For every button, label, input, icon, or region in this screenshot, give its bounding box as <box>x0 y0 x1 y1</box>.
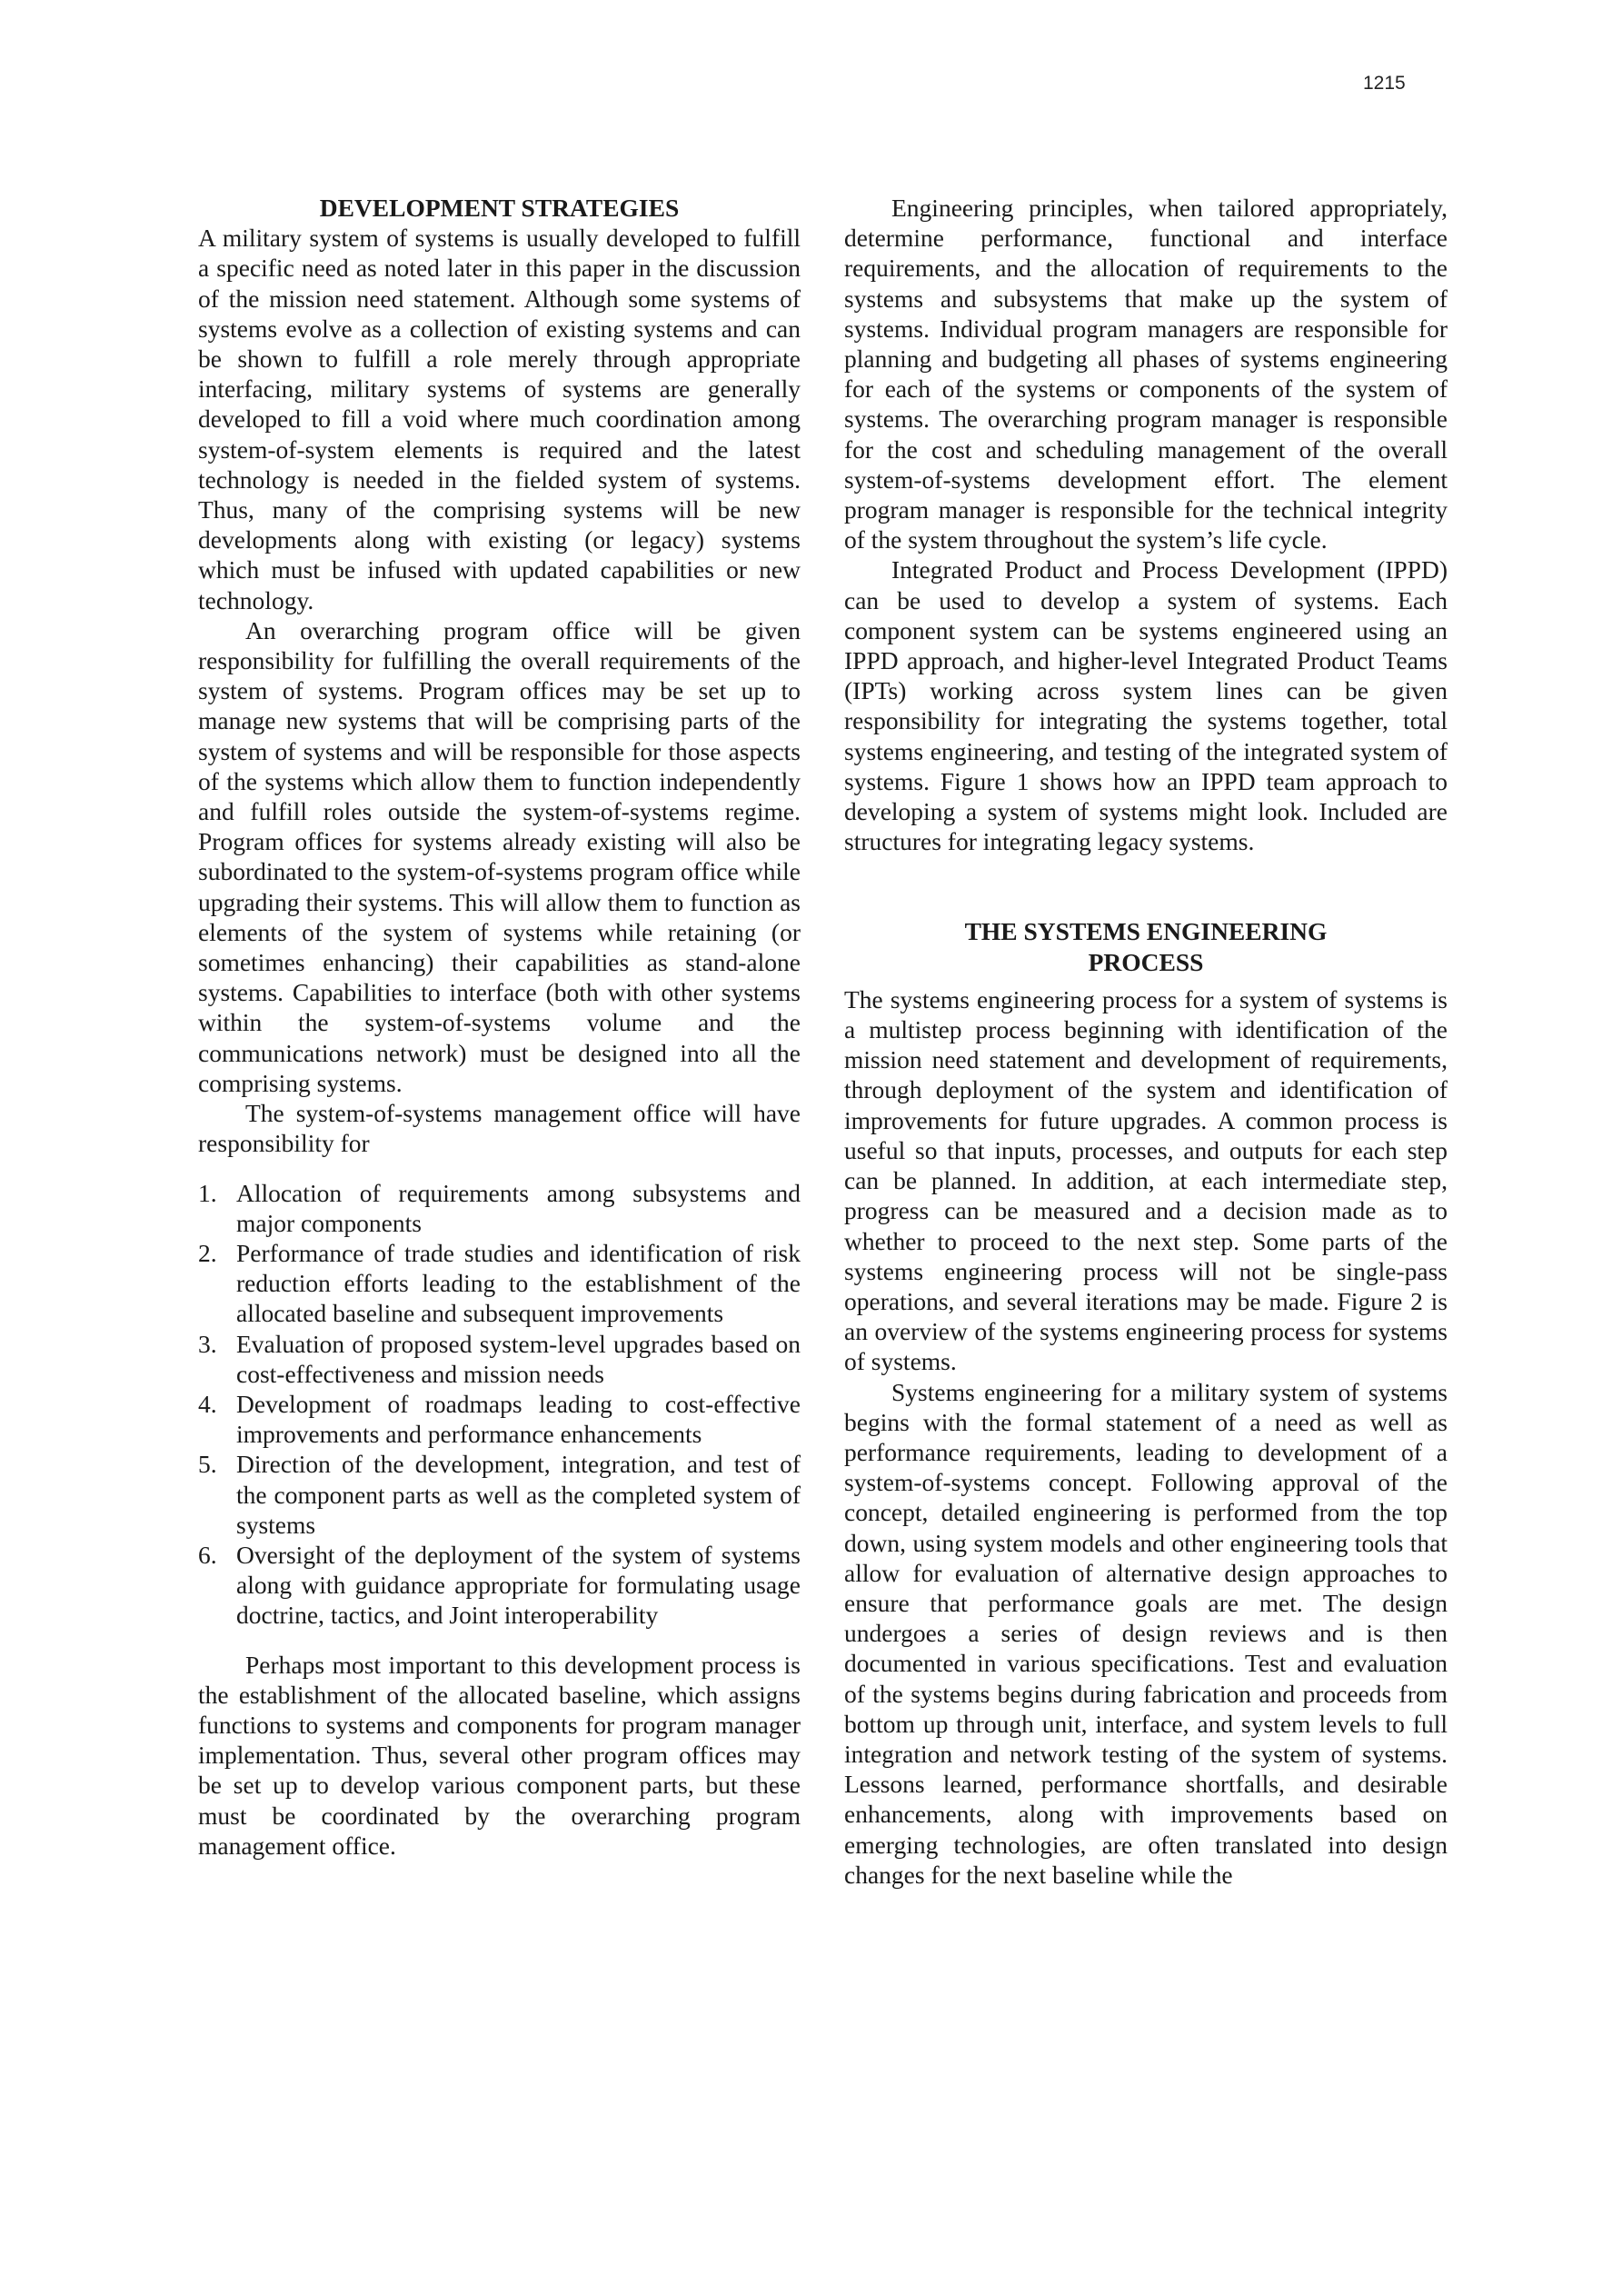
paragraph: Perhaps most important to this development process is the establishment of the allocated baseline, which assigns functions to systems and components for program manager implementation. Thus, several other program offices may be set up to develop various component parts, but these must be coordinated by the overarching program management office. <box>198 1650 801 1860</box>
list-item <box>198 1329 801 1389</box>
list-item <box>198 1540 801 1631</box>
list-number: 3. <box>198 1329 217 1358</box>
list-item-text: Performance of trade studies and identification of risk reduction efforts leading to the establishment of the allocated baseline and subsequent improvements <box>236 1238 801 1328</box>
paragraph: An overarching program office will be given responsibility for fulfilling the overall requirements of the system of systems. Program offices may be set up to manage new systems that will be comprising parts of the system of systems and will be responsible for those aspects of the systems which allow them to function independently and fulfill roles outside the system-of-systems regime. Program offices for systems already existing will also be subordinated to the system-of-systems program office while upgrading their systems. This will allow them to function as elements of the system of systems while retaining (or sometimes enhancing) their capabilities as stand-alone systems. Capabilities to interface (both with other systems within the system-of-systems volume and the communications network) must be designed into all the comprising systems. <box>198 615 801 1097</box>
list-number: 1. <box>198 1178 217 1207</box>
list-number: 4. <box>198 1389 217 1418</box>
list-item-text: Development of roadmaps leading to cost-effective improvements and performance enhancements <box>236 1389 801 1449</box>
paragraph: Engineering principles, when tailored appropriately, determine performance, functional and interface requirements, and the allocation of requirements to the systems and subsystems that make up the system of systems. Individual program managers are responsible for planning and budgeting all phases of systems engineering for each of the systems or components of the system of systems. The overarching program manager is responsible for the cost and scheduling management of the overall system-of-systems development effort. The element program manager is responsible for the technical integrity of the system throughout the system’s life cycle. <box>844 194 1448 554</box>
heading-line: PROCESS <box>1088 947 1204 976</box>
section-heading-systems-engineering-process <box>844 916 1448 976</box>
list-item <box>198 1238 801 1329</box>
heading-line: THE SYSTEMS ENGINEERING <box>964 917 1328 946</box>
list-number: 5. <box>198 1450 217 1479</box>
list-item-text: Evaluation of proposed system-level upgrades based on cost-effectiveness and mission needs <box>236 1329 801 1388</box>
right-column <box>844 193 1448 1890</box>
page-number: 1215 <box>1363 73 1406 94</box>
list-item <box>198 1449 801 1540</box>
list-number: 6. <box>198 1540 217 1569</box>
responsibility-list <box>198 1178 801 1631</box>
list-item-text: Direction of the development, integration, and test of the component parts as well as the completed system of systems <box>236 1450 801 1539</box>
paragraph: Integrated Product and Process Development (IPPD) can be used to develop a system of systems. Each component system can be systems engineered using an IPPD approach, and higher-level Integrated Product Teams (IPTs) working across system lines can be given responsibility for integrating the systems together, total systems engineering, and testing of the integrated system of systems. Figure 1 shows how an IPPD team approach to developing a system of systems might look. Included are structures for integrating legacy systems. <box>844 555 1448 856</box>
paragraph: Systems engineering for a military system of systems begins with the formal statement of a need as well as performance requirements, leading to development of a system-of-systems concept. Following approval of the concept, detailed engineering is performed from the top down, using system models and other engineering tools that allow for evaluation of alternative design approaches to ensure that performance goals are met. The design undergoes a series of design reviews and is then documented in various specifications. Test and evaluation of the systems begins during fabrication and proceeds from bottom up through unit, interface, and system levels to full integration and network testing of the system of systems. Lessons learned, performance shortfalls, and desirable enhancements, along with improvements based on emerging technologies, are often translated into design changes for the next baseline while the <box>844 1377 1448 1889</box>
paragraph: The system-of-systems management office will have responsibility for <box>198 1099 801 1158</box>
left-column <box>198 193 801 1861</box>
list-item-text: Allocation of requirements among subsystems and major components <box>236 1178 801 1237</box>
list-item <box>198 1178 801 1238</box>
section-heading-development-strategies: DEVELOPMENT STRATEGIES <box>319 194 680 222</box>
list-item-text: Oversight of the deployment of the system of systems along with guidance appropriate for formulating usage doctrine, tactics, and Joint interoperability <box>236 1540 801 1630</box>
list-item <box>198 1389 801 1449</box>
paragraph: A military system of systems is usually developed to fulfill a specific need as noted later in this paper in the discussion of the mission need statement. Although some systems of systems evolve as a collection of existing systems and can be shown to fulfill a role merely through appropriate interfacing, military systems of systems are generally developed to fill a void where much coordination among system-of-system elements is required and the latest technology is needed in the fielded system of systems. Thus, many of the comprising systems will be new developments along with existing (or legacy) systems which must be infused with updated capabilities or new technology. <box>198 224 801 614</box>
paragraph: The systems engineering process for a system of systems is a multistep process beginning with identification of the mission need statement and development of requirements, through deployment of the system and identification of improvements for future upgrades. A common process is useful so that inputs, processes, and outputs for each step can be planned. In addition, at each intermediate step, progress can be measured and a decision made as to whether to proceed to the next step. Some parts of the systems engineering process will not be single-pass operations, and several iterations may be made. Figure 2 is an overview of the systems engineering process for systems of systems. <box>844 984 1448 1376</box>
list-number: 2. <box>198 1238 217 1267</box>
